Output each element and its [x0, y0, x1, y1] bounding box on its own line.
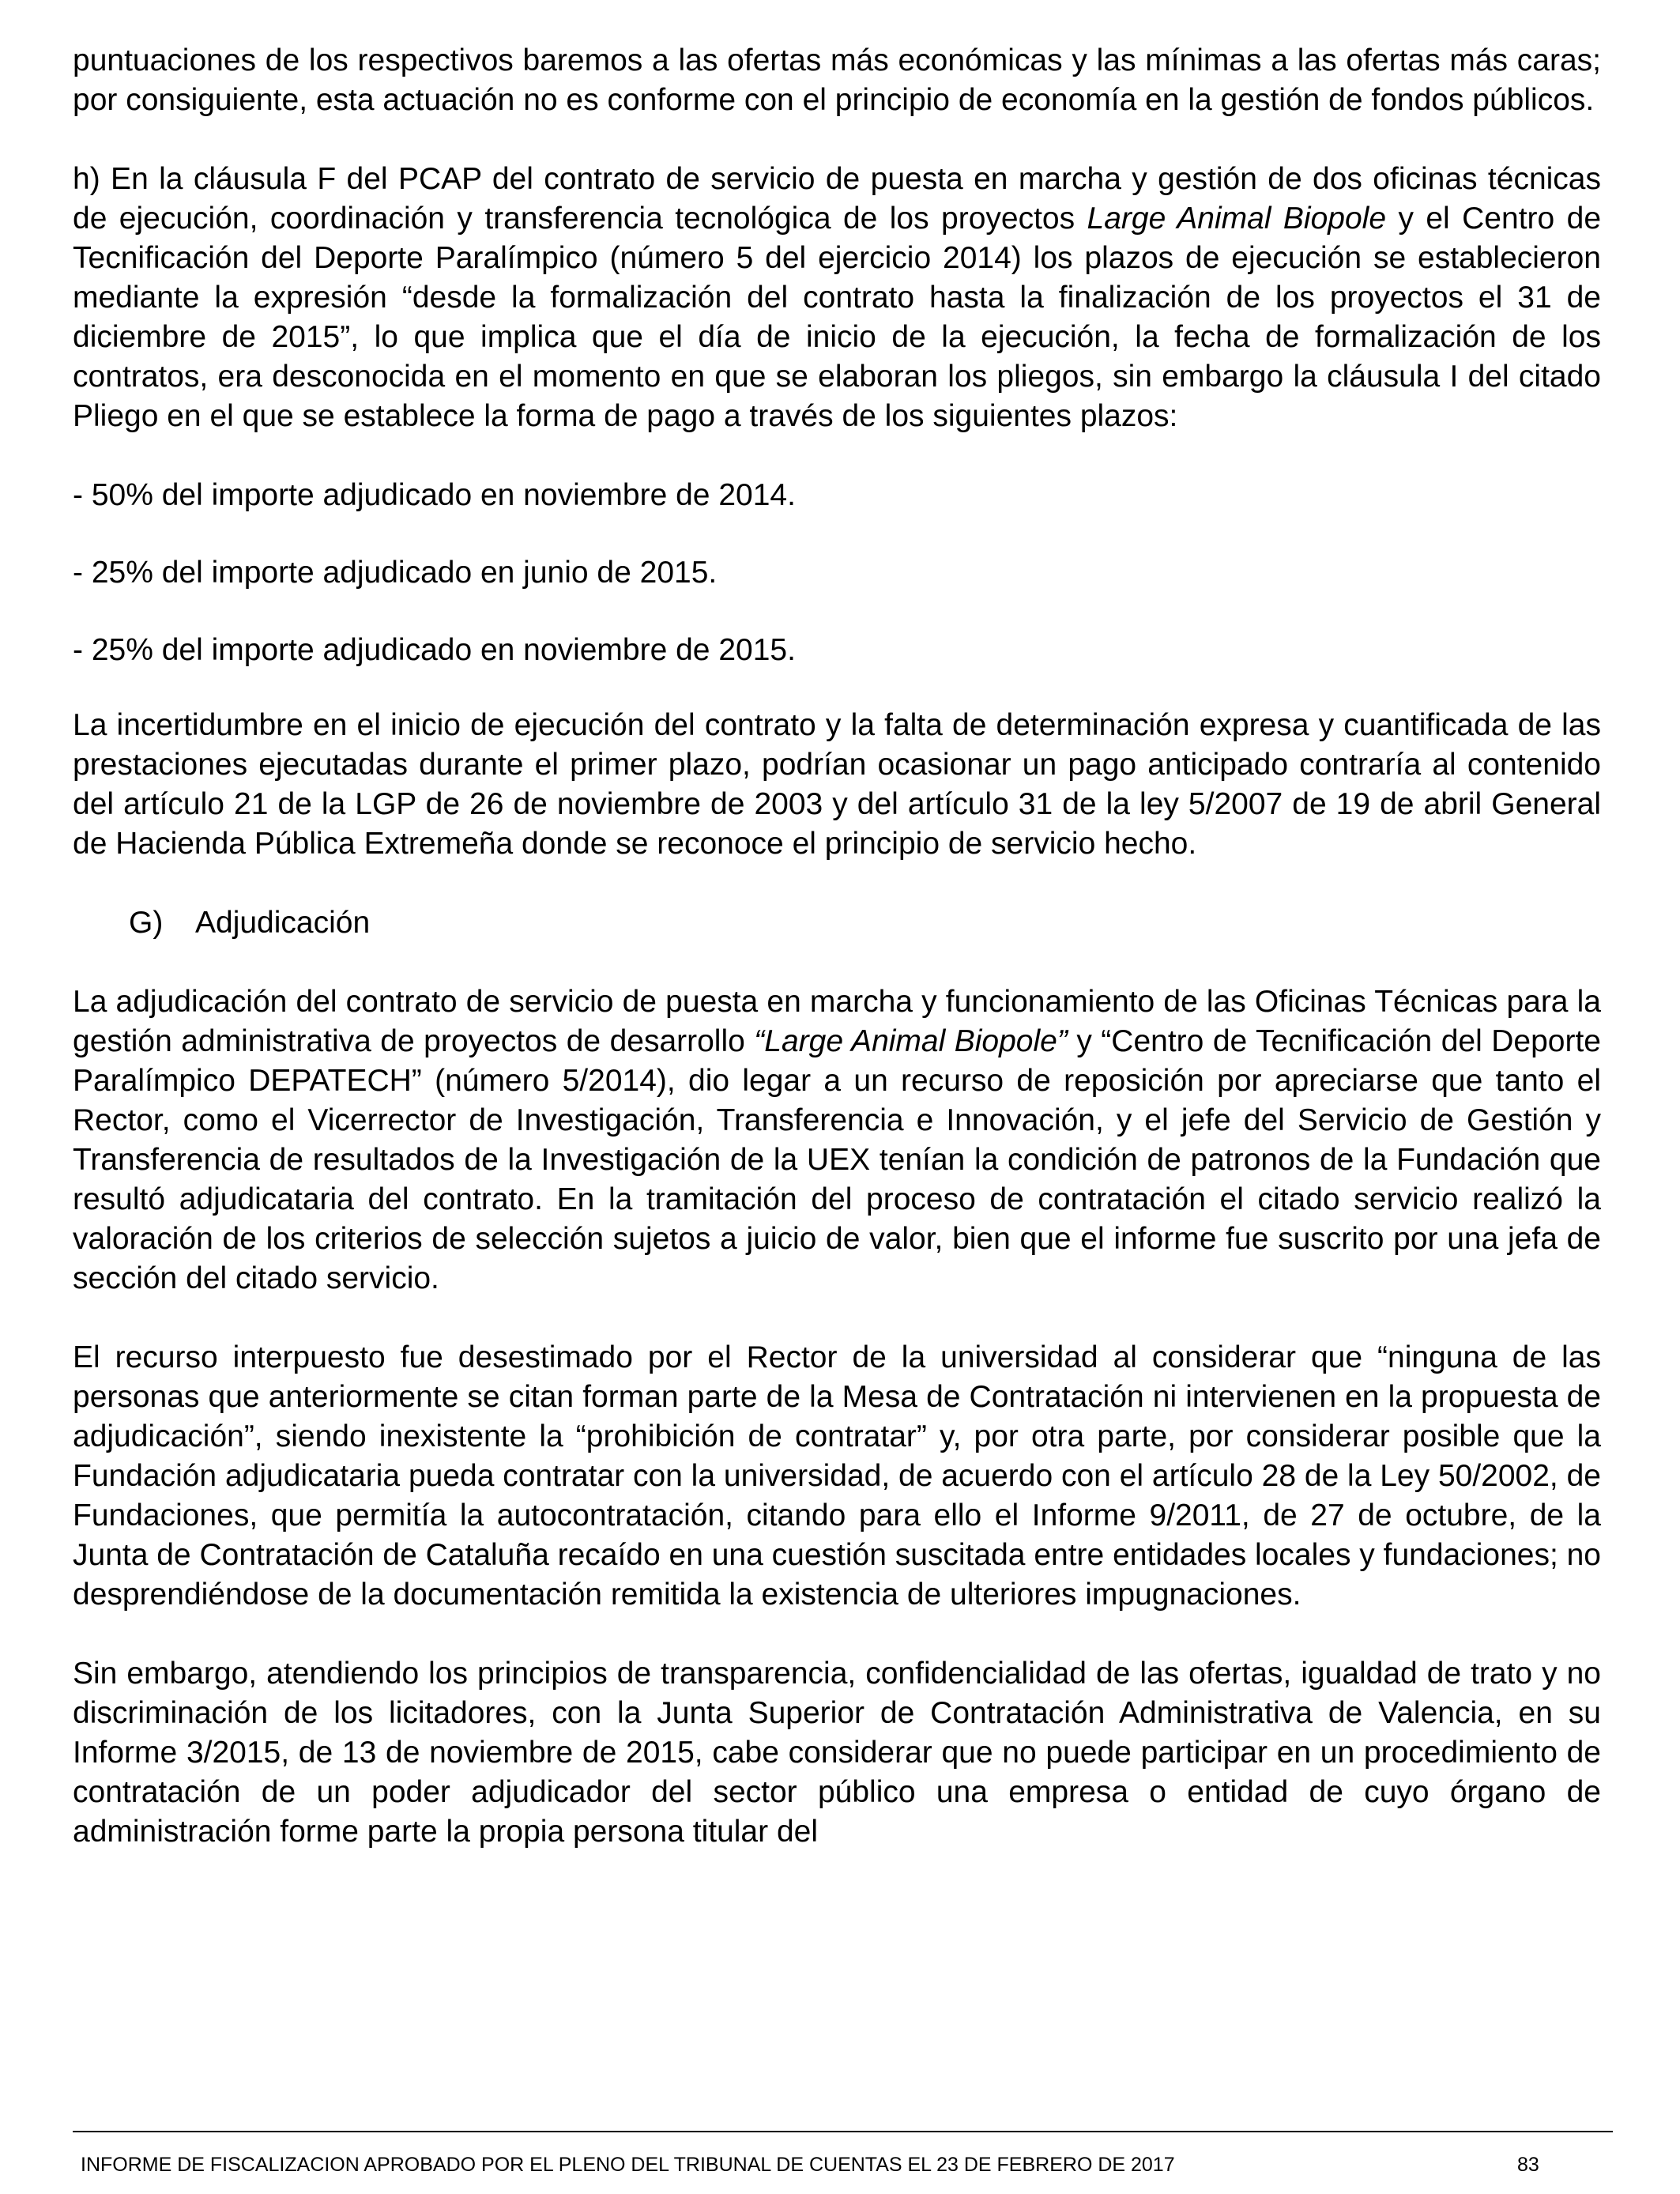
adjudicacion-text-start: La adjudicación del contrato de servicio de puesta en marcha y funcionamiento de las Oficinas Técnicas para la gestión administrativa de proyectos de desarrollo [73, 985, 1601, 1058]
paragraph-recurso: El recurso interpuesto fue desestimado por el Rector de la universidad al considerar que “ninguna de las personas que anteriormente se citan forman parte de la Mesa de Contratación ni intervienen en la propuesta de adjudicación”, siendo inexistente la “prohibición de contratar” y, por otra parte, por considerar posible que la Fundación adjudicataria pueda contratar con la universidad, de acuerdo con el artículo 28 de la Ley 50/2002, de Fundaciones, que permitía la autocontratación, citando para ello el Informe 9/2011, de 27 de octubre, de la Junta de Contratación de Cataluña recaído en una cuestión suscitada entre entidades locales y fundaciones; no desprendiéndose de la documentación remitida la existencia de ulteriores impugnaciones. [73, 1340, 1601, 1612]
paragraph-adjudicacion [73, 982, 1601, 1299]
payment-item-2: - 25% del importe adjudicado en junio de 2015. [73, 556, 718, 590]
paragraph-sin-embargo: Sin embargo, atendiendo los principios de transparencia, confidencialidad de las ofertas, igualdad de trato y no discriminación de los licitadores, con la Junta Superior de Contratación Administrativa de Valencia, en su Informe 3/2015, de 13 de noviembre de 2015, cabe considerar que no puede participar en un procedimiento de contratación de un poder adjudicador del sector público una empresa o entidad de cuyo órgano de administración forme parte la propia persona titular del [73, 1657, 1601, 1849]
document-body [73, 41, 1601, 1891]
paragraph-uncertainty: La incertidumbre en el inicio de ejecución del contrato y la falta de determinación expresa y cuantificada de las prestaciones ejecutadas durante el primer plazo, podrían ocasionar un pago anticipado contraría al contenido del artículo 21 de la LGP de 26 de noviembre de 2003 y del artículo 31 de la ley 5/2007 de 19 de abril General de Hacienda Pública Extremeña donde se reconoce el principio de servicio hecho. [73, 708, 1601, 861]
section-heading-title: Adjudicación [195, 906, 371, 940]
paragraph-clause-f [73, 160, 1601, 436]
adjudicacion-project-name: “Large Animal Biopole” [754, 1024, 1068, 1058]
section-heading-adjudicacion [73, 903, 1601, 943]
payment-item-1: - 50% del importe adjudicado en noviembre de 2014. [73, 478, 796, 512]
clause-f-project-name: Large Animal Biopole [1087, 202, 1387, 236]
page-number: 83 [1517, 2154, 1539, 2176]
footer-divider [73, 2131, 1613, 2132]
section-heading-letter: G) [129, 906, 164, 940]
adjudicacion-text-end: y “Centro de Tecnificación del Deporte Paralímpico DEPATECH” (número 5/2014), dio legar a un recurso de reposición por apreciarse que tanto el Rector, como el Vicerrector de Investigación, Transferencia e Innovación, y el jefe del Servicio de Gestión y Transferencia de resultados de la Investigación de la UEX tenían la condición de patronos de la Fundación que resultó adjudicataria del contrato. En la tramitación del proceso de contratación el citado servicio realizó la valoración de los criterios de selección sujetos a juicio de valor, bien que el informe fue suscrito por una jefa de sección del citado servicio. [73, 1024, 1601, 1295]
paragraph-economy-principle: puntuaciones de los respectivos baremos a las ofertas más económicas y las mínimas a las ofertas más caras; por consiguiente, esta actuación no es conforme con el principio de economía en la gestión de fondos públicos. [73, 43, 1601, 117]
clause-f-text-start: h) En la cláusula F del PCAP del contrato de servicio de puesta en marcha y gestión de dos oficinas técnicas de ejecución, coordinación y transferencia tecnológica de los proyectos [73, 162, 1601, 236]
footer-text: INFORME DE FISCALIZACION APROBADO POR EL PLENO DEL TRIBUNAL DE CUENTAS EL 23 DE FEBRERO DE 2017 [81, 2154, 1175, 2176]
clause-f-text-end: y el Centro de Tecnificación del Deporte Paralímpico (número 5 del ejercicio 2014) los plazos de ejecución se establecieron mediante la expresión “desde la formalización del contrato hasta la finalización de los proyectos el 31 de diciembre de 2015”, lo que implica que el día de inicio de la ejecución, la fecha de formalización de los contratos, era desconocida en el momento en que se elaboran los pliegos, sin embargo la cláusula I del citado Pliego en el que se establece la forma de pago a través de los siguientes plazos: [73, 202, 1602, 433]
payment-item-3: - 25% del importe adjudicado en noviembre de 2015. [73, 633, 796, 667]
